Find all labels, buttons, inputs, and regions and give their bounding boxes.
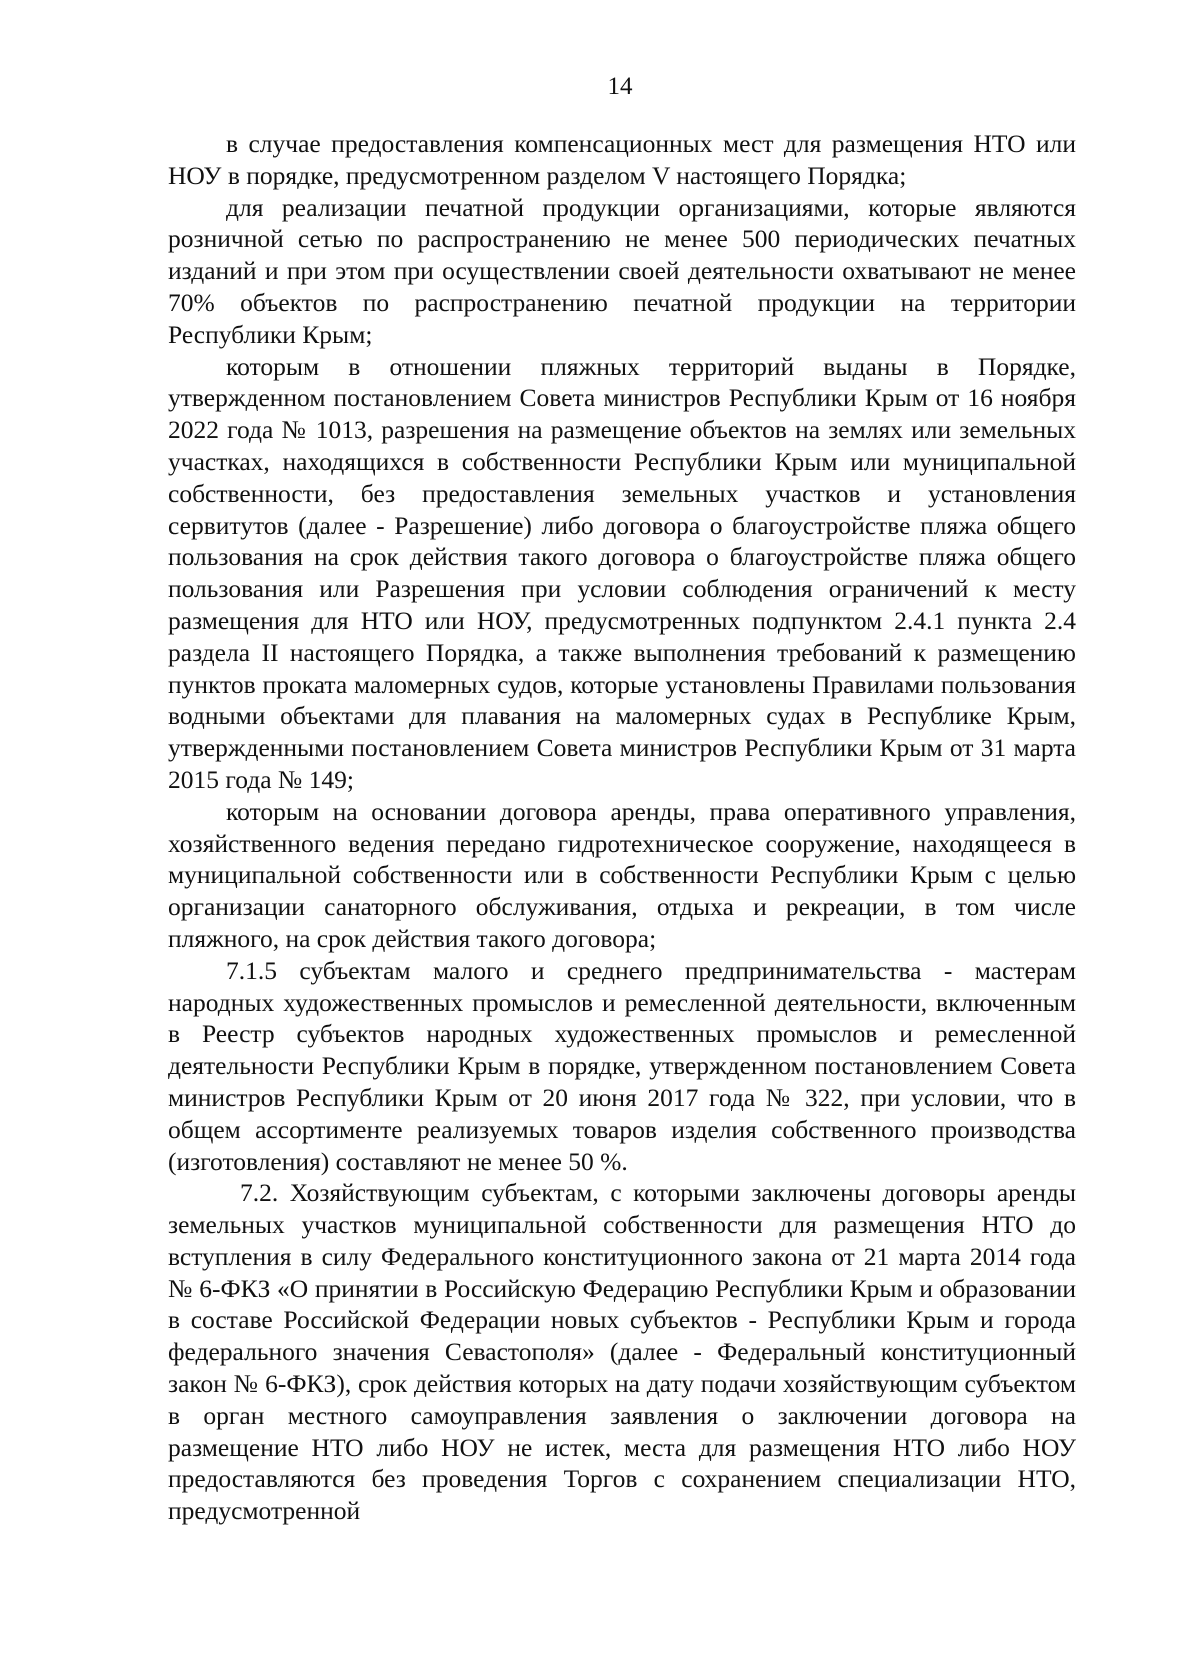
paragraph-7-2: 7.2. Хозяйствующим субъектам, с которыми заключены договоры аренды земельных участков муниципальной собственности для размещения НТО до вступления в силу Федерального конституционного закона от 21 марта 2014 года № 6-ФКЗ «О принятии в Российскую Федерацию Республики Крым и образовании в составе Российской Федерации новых субъектов - Республики Крым и города федерального значения Севастополя» (далее - Федеральный конституционный закон № 6-ФКЗ), срок действия которых на дату подачи хозяйствующим субъектом в орган местного самоуправления заявления о заключении договора на размещение НТО либо НОУ не истек, места для размещения НТО либо НОУ предоставляются без проведения Торгов с сохранением специализации НТО, предусмотренной xyxy=(168,1178,1076,1526)
page-number: 14 xyxy=(607,73,633,100)
paragraph-7-1-5: 7.1.5 субъектам малого и среднего предпринимательства - мастерам народных художественных промыслов и ремесленной деятельности, включенным в Реестр субъектов народных художественных промыслов и ремесленной деятельности Республики Крым в порядке, утвержденном постановлением Совета министров Республики Крым от 20 июня 2017 года № 322, при условии, что в общем ассортименте реализуемых товаров изделия собственного производства (изготовления) составляют не менее 50 %. xyxy=(168,955,1076,1176)
paragraph-hydrotechnical-structure: которым на основании договора аренды, права оперативного управления, хозяйственного ведения передано гидротехническое сооружение, находящееся в муниципальной собственности или в собственности Республики Крым с целью организации санаторного обслуживания, отдыха и рекреации, в том числе пляжного, на срок действия такого договора; xyxy=(168,796,1076,953)
paragraph-compensation-places: в случае предоставления компенсационных мест для размещения НТО или НОУ в порядке, предусмотренном разделом V настоящего Порядка; xyxy=(168,129,1076,190)
paragraph-printed-products: для реализации печатной продукции организациями, которые являются розничной сетью по распространению не менее 500 периодических печатных изданий и при этом при осуществлении своей деятельности охватывают не менее 70% объектов по распространению печатной продукции на территории Республики Крым; xyxy=(168,192,1076,349)
paragraph-beach-territories: которым в отношении пляжных территорий выданы в Порядке, утвержденном постановлением Совета министров Республики Крым от 16 ноября 2022 года № 1013, разрешения на размещение объектов на землях или земельных участках, находящихся в собственности Республики Крым или муниципальной собственности, без предоставления земельных участков и установления сервитутов (далее - Разрешение) либо договора о благоустройстве пляжа общего пользования на срок действия такого договора о благоустройстве пляжа общего пользования или Разрешения при условии соблюдения ограничений к месту размещения для НТО или НОУ, предусмотренных подпунктом 2.4.1 пункта 2.4 раздела II настоящего Порядка, а также выполнения требований к размещению пунктов проката маломерных судов, которые установлены Правилами пользования водными объектами для плавания на маломерных судах в Республике Крым, утвержденными постановлением Совета министров Республики Крым от 31 марта 2015 года № 149; xyxy=(168,351,1076,794)
document-body xyxy=(168,128,1076,1527)
